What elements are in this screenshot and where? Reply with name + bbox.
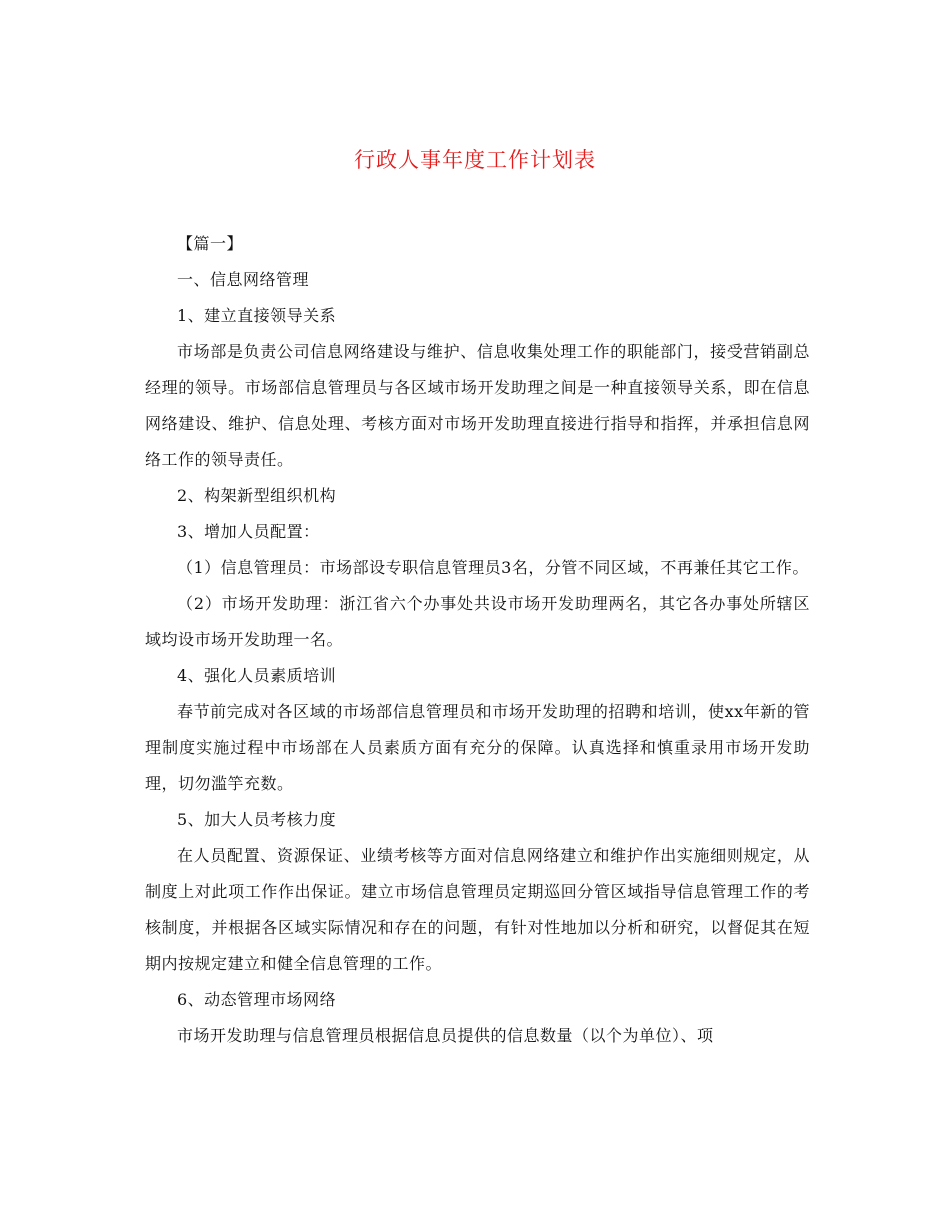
section-marker: 【篇一】 <box>177 234 244 253</box>
body-paragraph: （1）信息管理员：市场部设专职信息管理员3名，分管不同区域，不再兼任其它工作。 <box>177 558 809 577</box>
subheading: 5、加大人员考核力度 <box>177 810 337 829</box>
document-title: 行政人事年度工作计划表 <box>354 148 596 172</box>
section-heading: 一、信息网络管理 <box>177 270 310 289</box>
document-body <box>145 226 810 1054</box>
body-paragraph: 春节前完成对各区域的市场部信息管理员和市场开发助理的招聘和培训，使xx年新的管理制度实施过程中市场部在人员素质方面有充分的保障。认真选择和慎重录用市场开发助理，切勿滥竽充数。 <box>145 702 810 793</box>
body-paragraph: 市场开发助理与信息管理员根据信息员提供的信息数量（以个为单位）、项 <box>177 1026 714 1045</box>
subheading: 4、强化人员素质培训 <box>177 666 337 685</box>
subheading: 6、动态管理市场网络 <box>177 990 337 1009</box>
body-paragraph: （2）市场开发助理：浙江省六个办事处共设市场开发助理两名，其它各办事处所辖区域均设市场开发助理一名。 <box>145 594 810 649</box>
subheading: 3、增加人员配置： <box>177 522 320 541</box>
subheading: 1、建立直接领导关系 <box>177 306 337 325</box>
body-paragraph: 市场部是负责公司信息网络建设与维护、信息收集处理工作的职能部门，接受营销副总经理的领导。市场部信息管理员与各区域市场开发助理之间是一种直接领导关系，即在信息网络建设、维护、信息处理、考核方面对市场开发助理直接进行指导和指挥，并承担信息网络工作的领导责任。 <box>145 342 810 469</box>
subheading: 2、构架新型组织机构 <box>177 486 337 505</box>
body-paragraph: 在人员配置、资源保证、业绩考核等方面对信息网络建立和维护作出实施细则规定，从制度上对此项工作作出保证。建立市场信息管理员定期巡回分管区域指导信息管理工作的考核制度，并根据各区域实际情况和存在的问题，有针对性地加以分析和研究，以督促其在短期内按规定建立和健全信息管理的工作。 <box>145 846 810 973</box>
